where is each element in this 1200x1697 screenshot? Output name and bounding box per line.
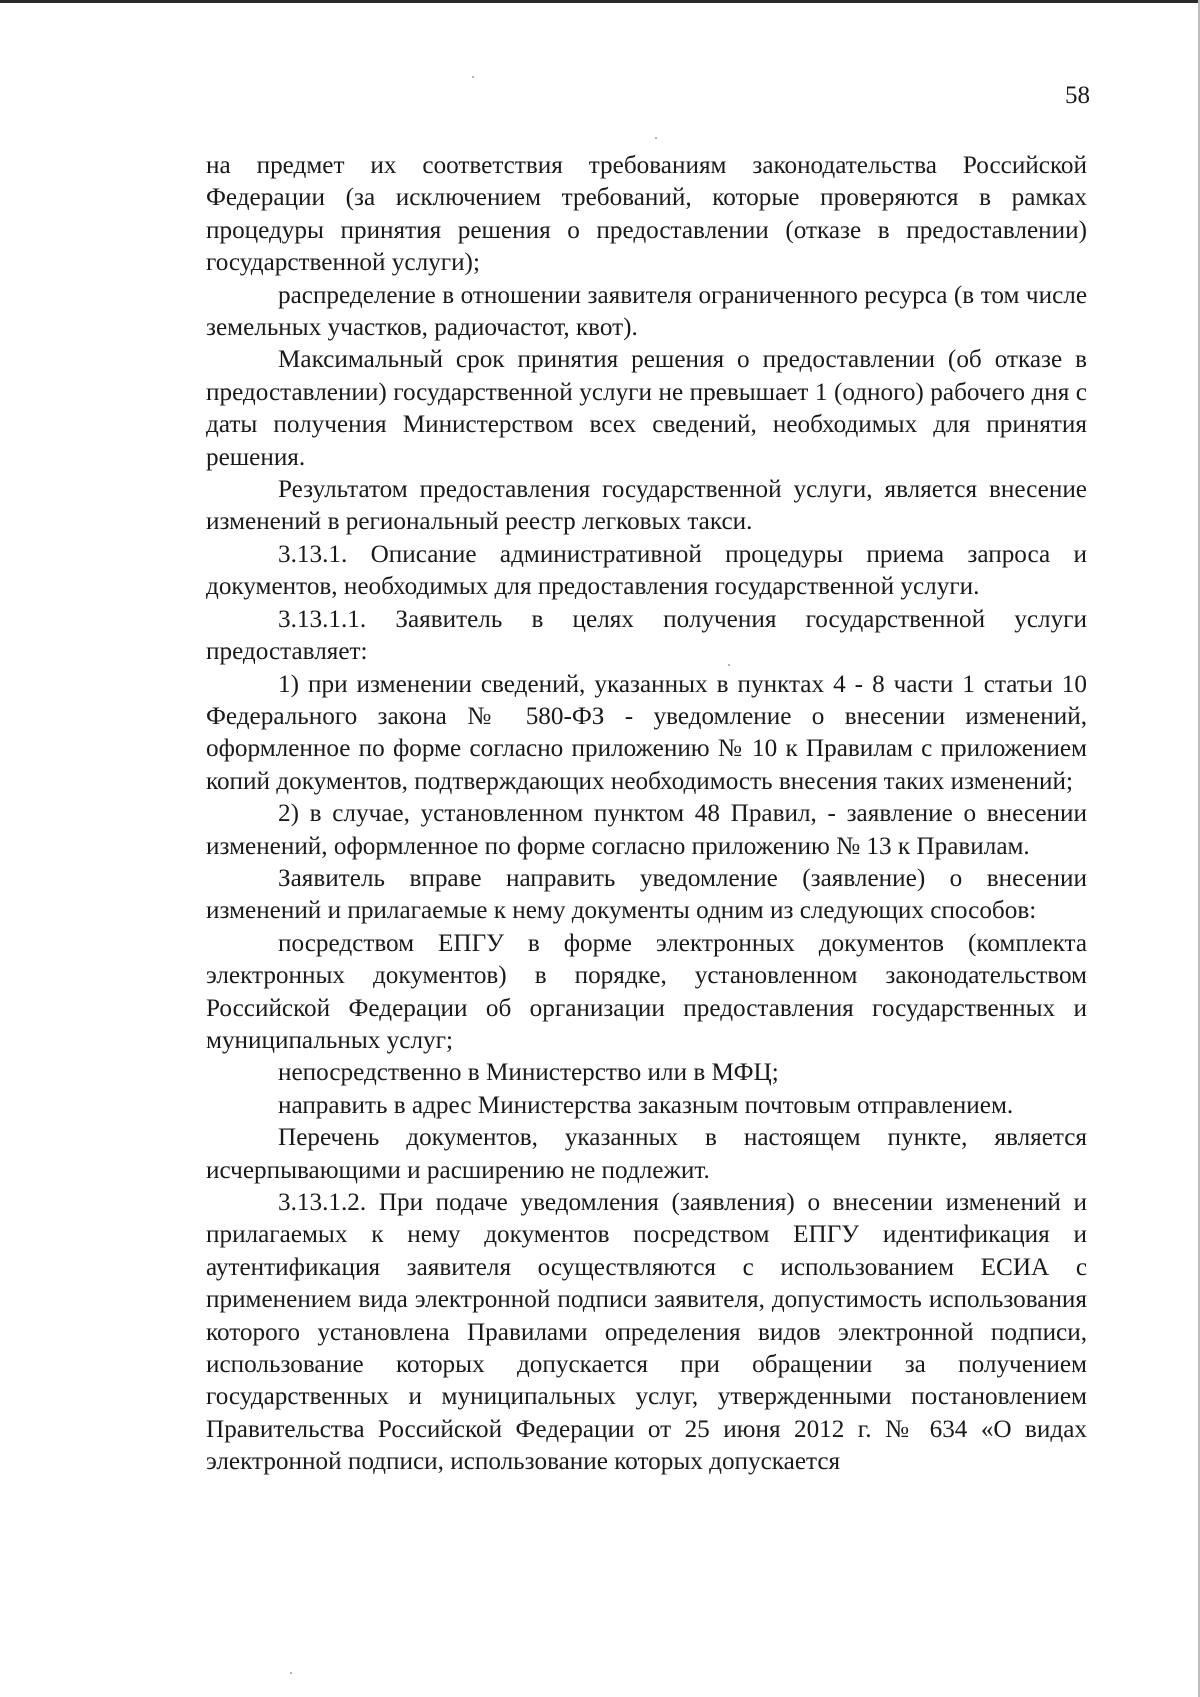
list-item: направить в адрес Министерства заказным почтовым отправлением. — [278, 1091, 1014, 1119]
paragraph: Максимальный срок принятия решения о предоставлении (об отказе в предоставлении) государственной услуги не превышает 1 (одного) рабочего дня с даты получения Министерством всех сведений, необходимых для принятия решения. — [206, 346, 1087, 471]
list-item: 1) при изменении сведений, указанных в пунктах 4 - 8 части 1 статьи 10 Федерального закона № 580-ФЗ - уведомление о внесении изменений, оформленное по форме согласно приложению № 10 к Правилам с приложением копий документов, подтверждающих необходимость внесения таких изменений; — [206, 670, 1087, 795]
section-heading-paragraph: 3.13.1. Описание административной процедуры приема запроса и документов, необходимых для предоставления государственной услуги. — [206, 540, 1087, 601]
paragraph: Перечень документов, указанных в настоящем пункте, является исчерпывающими и расширению не подлежит. — [206, 1124, 1087, 1184]
scan-top-edge — [0, 0, 1200, 3]
paragraph-continuation: на предмет их соответствия требованиям законодательства Российской Федерации (за исключением требований, которые проверяются в рамках процедуры принятия решения о предоставлении (отказе в предоставлении) государственной услуги); — [206, 152, 1087, 277]
page-number: 58 — [1065, 82, 1090, 109]
scan-speck — [655, 137, 657, 139]
list-item: непосредственно в Министерство или в МФЦ; — [278, 1059, 779, 1087]
paragraph: распределение в отношении заявителя ограниченного ресурса (в том числе земельных участков, радиочастот, квот). — [206, 281, 1087, 342]
scan-speck — [290, 1672, 292, 1674]
subsection-paragraph: 3.13.1.1. Заявитель в целях получения государственной услуги предоставляет: — [206, 605, 1087, 666]
paragraph: Результатом предоставления государственной услуги, является внесение изменений в региональный реестр легковых такси. — [206, 476, 1087, 536]
list-item: 2) в случае, установленном пунктом 48 Правил, - заявление о внесении изменений, оформленное по форме согласно приложению № 13 к Правилам. — [206, 800, 1087, 860]
subsection-paragraph: 3.13.1.2. При подаче уведомления (заявления) о внесении изменений и прилагаемых к нему документов посредством ЕПГУ идентификация и аутентификация заявителя осуществляются с использованием ЕСИА с применением вида электронной подписи заявителя, допустимость использования которого установлена Правилами определения видов электронной подписи, использование которых допускается при обращении за получением государственных и муниципальных услуг, утвержденными постановлением Правительства Российской Федерации от 25 июня 2012 г. № 634 «О видах электронной подписи, использование которых допускается — [206, 1189, 1087, 1476]
paragraph: Заявитель вправе направить уведомление (заявление) о внесении изменений и прилагаемые к нему документы одним из следующих способов: — [206, 864, 1087, 925]
document-body — [206, 150, 1087, 1479]
scan-speck — [472, 76, 474, 78]
list-item: посредством ЕПГУ в форме электронных документов (комплекта электронных документов) в порядке, установленном законодательством Российской Федерации об организации предоставления государственных и муниципальных услуг; — [206, 929, 1087, 1054]
